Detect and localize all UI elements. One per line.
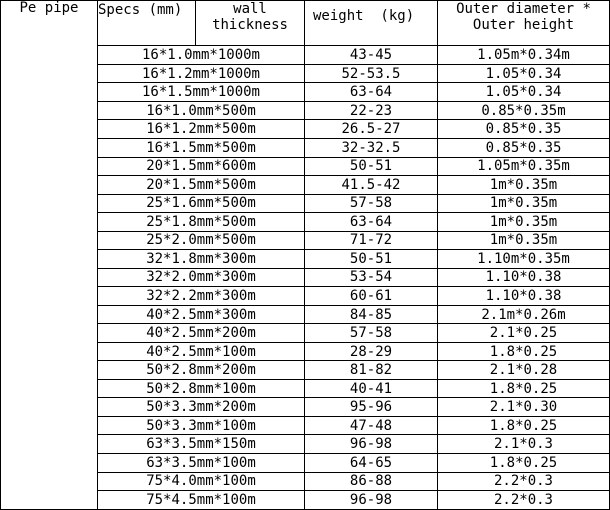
spec-cell: 75*4.0mm*100m	[98, 472, 305, 491]
weight-cell: 96-98	[305, 491, 438, 510]
weight-cell: 84-85	[305, 305, 438, 324]
header-weight: weight (kg)	[305, 1, 438, 46]
spec-cell: 50*2.8mm*200m	[98, 361, 305, 380]
outer-dimensions-cell: 1m*0.35m	[438, 194, 610, 213]
weight-cell: 50-51	[305, 157, 438, 176]
weight-cell: 64-65	[305, 454, 438, 473]
outer-dimensions-cell: 1.05m*0.35m	[438, 157, 610, 176]
header-wall-line-2: thickness	[212, 17, 288, 33]
weight-cell: 60-61	[305, 287, 438, 306]
weight-cell: 40-41	[305, 379, 438, 398]
weight-cell: 63-64	[305, 213, 438, 232]
weight-cell: 32-32.5	[305, 138, 438, 157]
outer-dimensions-cell: 0.85*0.35	[438, 138, 610, 157]
spec-cell: 63*3.5mm*150m	[98, 435, 305, 454]
weight-cell: 50-51	[305, 250, 438, 269]
weight-cell: 52-53.5	[305, 64, 438, 83]
weight-cell: 28-29	[305, 342, 438, 361]
weight-cell: 47-48	[305, 416, 438, 435]
outer-dimensions-cell: 1.8*0.25	[438, 416, 610, 435]
weight-cell: 57-58	[305, 324, 438, 343]
weight-cell: 22-23	[305, 101, 438, 120]
weight-cell: 43-45	[305, 46, 438, 65]
weight-cell: 63-64	[305, 83, 438, 102]
outer-dimensions-cell: 2.1m*0.26m	[438, 305, 610, 324]
outer-dimensions-cell: 2.1*0.3	[438, 435, 610, 454]
outer-dimensions-cell: 1.10*0.38	[438, 287, 610, 306]
spec-cell: 20*1.5mm*500m	[98, 176, 305, 195]
header-outer-line-1: Outer diameter *	[456, 1, 591, 17]
weight-cell: 86-88	[305, 472, 438, 491]
outer-dimensions-cell: 2.1*0.25	[438, 324, 610, 343]
weight-cell: 41.5-42	[305, 176, 438, 195]
outer-dimensions-cell: 1.05m*0.34m	[438, 46, 610, 65]
spec-cell: 16*1.2mm*500m	[98, 120, 305, 139]
spec-table-body	[1, 1, 610, 510]
spec-cell: 32*2.0mm*300m	[98, 268, 305, 287]
spec-cell: 25*2.0mm*500m	[98, 231, 305, 250]
spec-cell: 16*1.0mm*1000m	[98, 46, 305, 65]
header-wall-line-1: wall	[233, 1, 267, 17]
spec-cell: 20*1.5mm*600m	[98, 157, 305, 176]
header-specs: Specs (mm)	[98, 1, 196, 46]
spec-cell: 63*3.5mm*100m	[98, 454, 305, 473]
outer-dimensions-cell: 2.2*0.3	[438, 472, 610, 491]
outer-dimensions-cell: 1m*0.35m	[438, 213, 610, 232]
weight-cell: 81-82	[305, 361, 438, 380]
spec-cell: 50*3.3mm*200m	[98, 398, 305, 417]
spec-cell: 50*3.3mm*100m	[98, 416, 305, 435]
spec-cell: 40*2.5mm*300m	[98, 305, 305, 324]
weight-cell: 95-96	[305, 398, 438, 417]
header-row	[1, 1, 610, 46]
spec-cell: 16*1.0mm*500m	[98, 101, 305, 120]
outer-dimensions-cell: 1.8*0.25	[438, 454, 610, 473]
spec-cell: 16*1.5mm*1000m	[98, 83, 305, 102]
weight-cell: 96-98	[305, 435, 438, 454]
outer-dimensions-cell: 2.2*0.3	[438, 491, 610, 510]
spec-cell: 16*1.2mm*1000m	[98, 64, 305, 83]
header-wall-thickness	[196, 1, 305, 46]
outer-dimensions-cell: 1.8*0.25	[438, 342, 610, 361]
outer-dimensions-cell: 1m*0.35m	[438, 231, 610, 250]
outer-dimensions-cell: 1.10*0.38	[438, 268, 610, 287]
spec-cell: 32*1.8mm*300m	[98, 250, 305, 269]
outer-dimensions-cell: 2.1*0.28	[438, 361, 610, 380]
outer-dimensions-cell: 1.8*0.25	[438, 379, 610, 398]
weight-cell: 57-58	[305, 194, 438, 213]
outer-dimensions-cell: 1.05*0.34	[438, 83, 610, 102]
outer-dimensions-cell: 1.10m*0.35m	[438, 250, 610, 269]
spec-cell: 50*2.8mm*100m	[98, 379, 305, 398]
weight-cell: 71-72	[305, 231, 438, 250]
outer-dimensions-cell: 1m*0.35m	[438, 176, 610, 195]
spec-cell: 16*1.5mm*500m	[98, 138, 305, 157]
weight-cell: 53-54	[305, 268, 438, 287]
outer-dimensions-cell: 2.1*0.30	[438, 398, 610, 417]
spec-cell: 75*4.5mm*100m	[98, 491, 305, 510]
weight-cell: 26.5-27	[305, 120, 438, 139]
spec-cell: 40*2.5mm*100m	[98, 342, 305, 361]
outer-dimensions-cell: 1.05*0.34	[438, 64, 610, 83]
product-name-cell: Pe pipe	[1, 1, 98, 510]
spec-cell: 25*1.6mm*500m	[98, 194, 305, 213]
outer-dimensions-cell: 0.85*0.35	[438, 120, 610, 139]
spec-cell: 40*2.5mm*200m	[98, 324, 305, 343]
header-outer-dimensions	[438, 1, 610, 46]
spec-cell: 25*1.8mm*500m	[98, 213, 305, 232]
header-outer-line-2: Outer height	[472, 17, 575, 33]
outer-dimensions-cell: 0.85*0.35m	[438, 101, 610, 120]
spec-cell: 32*2.2mm*300m	[98, 287, 305, 306]
